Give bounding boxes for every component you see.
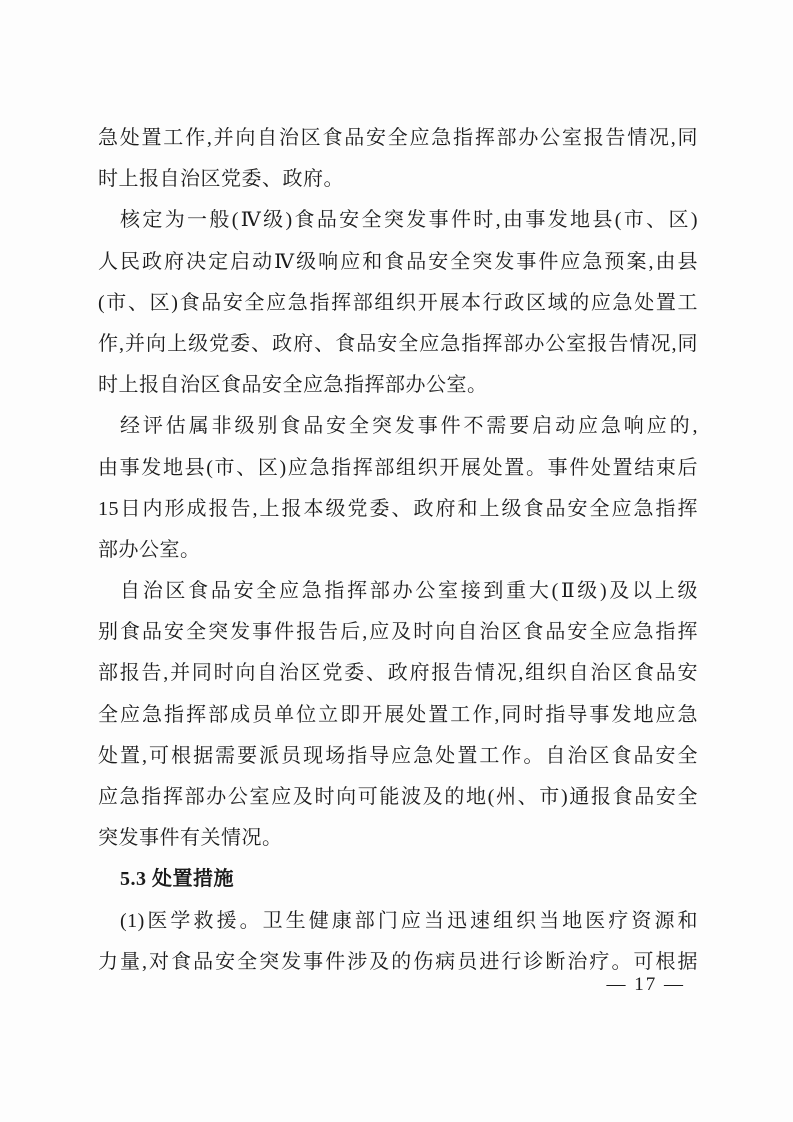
section-heading <box>98 859 698 900</box>
body-paragraph <box>98 200 698 406</box>
text-line: 处置,可根据需要派员现场指导应急处置工作。自治区食品安全 <box>98 744 698 767</box>
text-line: 15日内形成报告,上报本级党委、政府和上级食品安全应急指挥 <box>98 497 698 520</box>
body-paragraph <box>98 406 698 571</box>
body-paragraph <box>98 901 698 983</box>
text-line: 突发事件有关情况。 <box>98 827 283 850</box>
text-line: 核定为一般(Ⅳ级)食品安全突发事件时,由事发地县(市、区) <box>120 209 698 232</box>
text-line: 别食品安全突发事件报告后,应及时向自治区食品安全应急指挥 <box>98 621 698 644</box>
heading-line: 5.3 处置措施 <box>120 868 234 891</box>
text-line: 全应急指挥部成员单位立即开展处置工作,同时指导事发地应急 <box>98 703 698 726</box>
text-line: 力量,对食品安全突发事件涉及的伤病员进行诊断治疗。可根据 <box>98 950 698 973</box>
text-line: 部办公室。 <box>98 538 201 561</box>
text-line: 应急指挥部办公室应及时向可能波及的地(州、市)通报食品安全 <box>98 786 698 808</box>
text-line: 急处置工作,并向自治区食品安全应急指挥部办公室报告情况,同 <box>98 127 698 149</box>
page-number: — 17 — <box>606 974 685 995</box>
document-body <box>98 118 698 983</box>
body-paragraph <box>98 571 698 859</box>
text-line: 人民政府决定启动Ⅳ级响应和食品安全突发事件应急预案,由县 <box>98 250 698 273</box>
text-line: (1)医学救援。卫生健康部门应当迅速组织当地医疗资源和 <box>120 909 698 932</box>
text-line: 经评估属非级别食品安全突发事件不需要启动应急响应的, <box>120 415 698 438</box>
text-line: 自治区食品安全应急指挥部办公室接到重大(Ⅱ级)及以上级 <box>120 580 698 603</box>
text-line: (市、区)食品安全应急指挥部组织开展本行政区域的应急处置工 <box>98 291 698 314</box>
text-line: 部报告,并同时向自治区党委、政府报告情况,组织自治区食品安 <box>98 662 698 685</box>
body-paragraph <box>98 118 698 200</box>
text-line: 时上报自治区食品安全应急指挥部办公室。 <box>98 374 488 397</box>
text-line: 由事发地县(市、区)应急指挥部组织开展处置。事件处置结束后 <box>98 456 698 479</box>
text-line: 作,并向上级党委、政府、食品安全应急指挥部办公室报告情况,同 <box>98 332 698 355</box>
text-line: 时上报自治区党委、政府。 <box>98 168 344 191</box>
